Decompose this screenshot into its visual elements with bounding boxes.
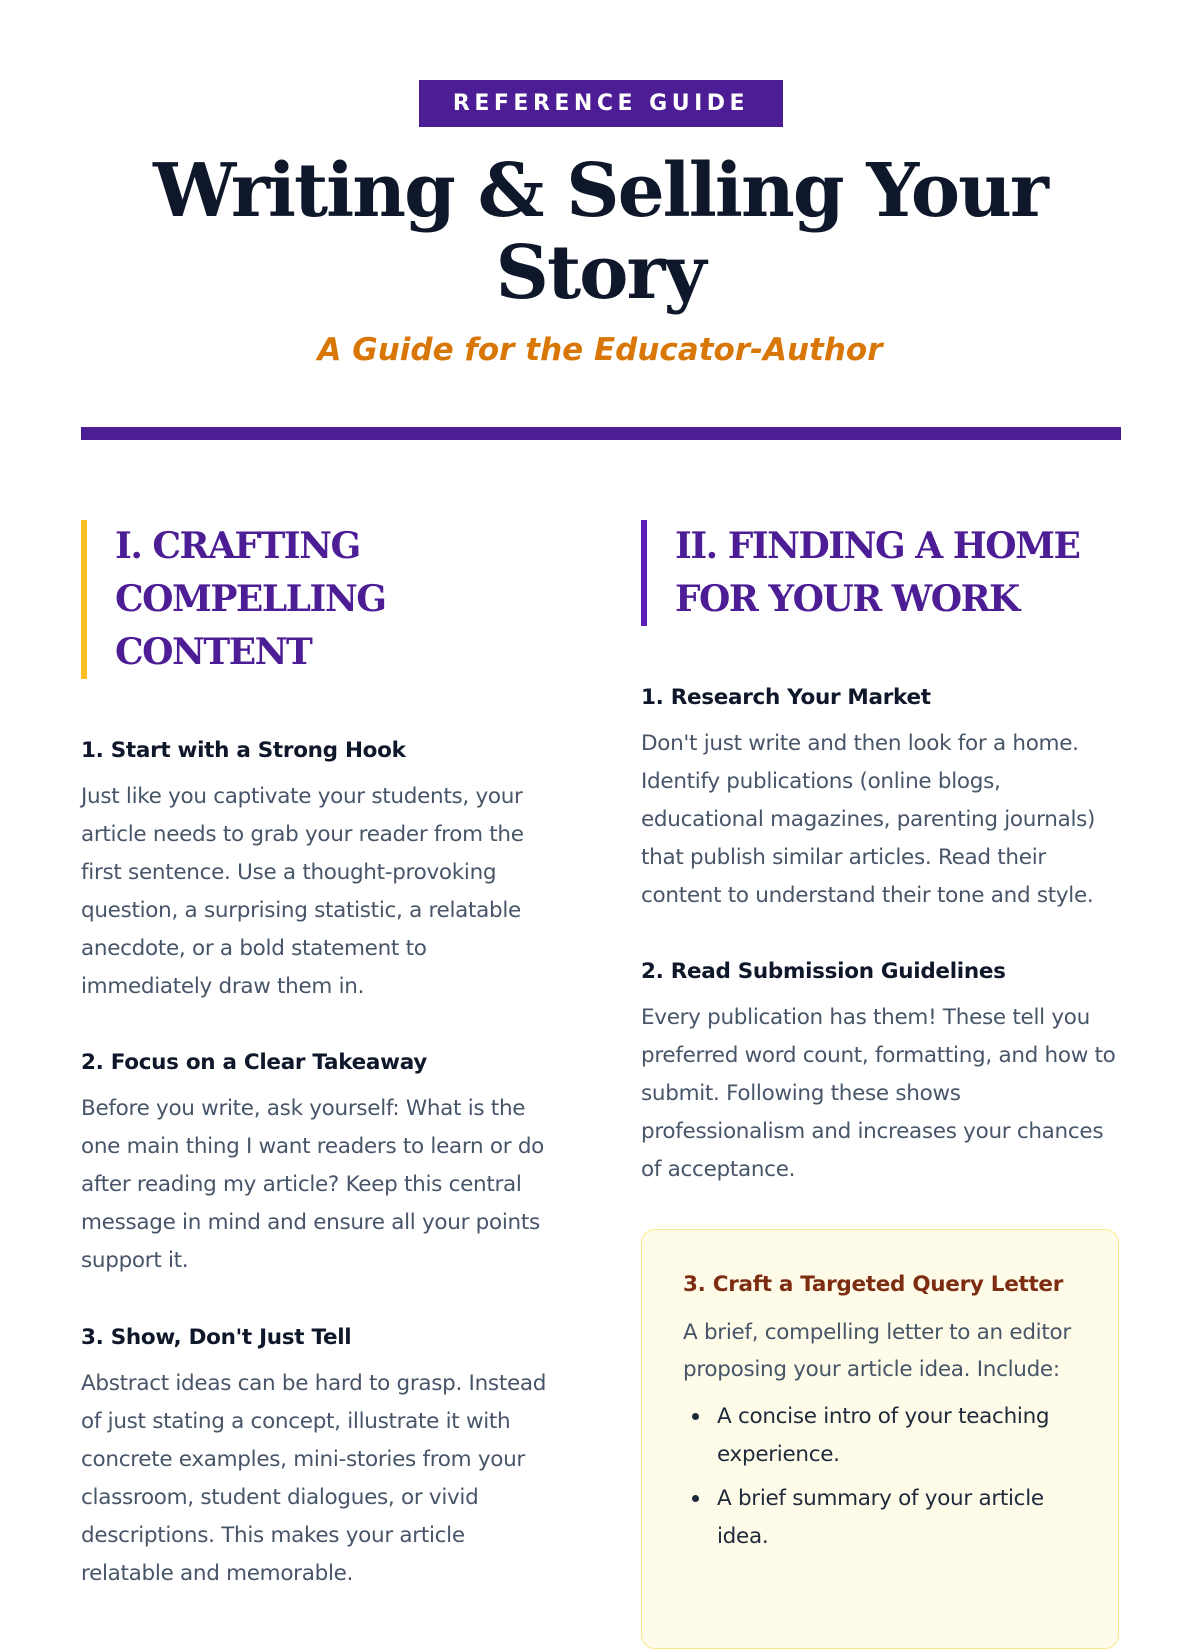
tip-body: Every publication has them! These tell you preferred word count, formatting, and how to submit. Following these shows professionalism and increases your chances of acceptance. bbox=[641, 1005, 1116, 1182]
tip-submission-guidelines bbox=[641, 957, 1121, 1189]
reference-guide-badge: REFERENCE GUIDE bbox=[419, 80, 783, 127]
header-divider bbox=[81, 427, 1121, 440]
bullet-icon bbox=[692, 1495, 699, 1502]
tip-body: Abstract ideas can be hard to grasp. Instead of just stating a concept, illustrate it with concrete examples, mini-stories from your classroom, student dialogues, or vivid descriptions. This makes your article relatable and memorable. bbox=[81, 1371, 547, 1586]
page-title: Writing & Selling Your Story bbox=[153, 148, 1047, 316]
query-letter-callout bbox=[641, 1229, 1119, 1649]
tip-strong-hook bbox=[81, 736, 561, 1006]
section-heading-finding-home: II. FINDING A HOME FOR YOUR WORK bbox=[641, 520, 1121, 626]
tip-title: 1. Research Your Market bbox=[641, 685, 931, 710]
tip-show-dont-tell bbox=[81, 1323, 561, 1593]
callout-list bbox=[683, 1398, 1078, 1556]
tip-clear-takeaway bbox=[81, 1048, 561, 1280]
tip-body: Before you write, ask yourself: What is the one main thing I want readers to learn or do after reading my article? Keep this central message in mind and ensure all your points support it. bbox=[81, 1096, 545, 1273]
section-heading-crafting: I. CRAFTING COMPELLING CONTENT bbox=[81, 520, 561, 679]
tip-title: 2. Focus on a Clear Takeaway bbox=[81, 1050, 427, 1075]
tip-body: Don't just write and then look for a home. Identify publications (online blogs, educational magazines, parenting journals) that publish similar articles. Read their content to understand their tone and style. bbox=[641, 731, 1096, 908]
list-item bbox=[717, 1480, 1078, 1556]
page-subtitle: A Guide for the Educator-Author bbox=[317, 332, 883, 368]
tip-title: 3. Show, Don't Just Tell bbox=[81, 1325, 352, 1350]
tip-title: 2. Read Submission Guidelines bbox=[641, 959, 1006, 984]
section-finding-home bbox=[641, 520, 1121, 1182]
callout-body: A brief, compelling letter to an editor proposing your article idea. Include: bbox=[683, 1320, 1071, 1382]
tip-body: Just like you captivate your students, your article needs to grab your reader from the first sentence. Use a thought-provoking question, a surprising statistic, a relatable anecdote, or a bold statement to immediately draw them in. bbox=[81, 784, 524, 999]
list-item-text: A brief summary of your article idea. bbox=[717, 1486, 1044, 1549]
tip-title: 1. Start with a Strong Hook bbox=[81, 738, 406, 763]
list-item bbox=[717, 1398, 1078, 1474]
section-crafting-content bbox=[81, 520, 561, 1586]
callout-title: 3. Craft a Targeted Query Letter bbox=[683, 1272, 1064, 1297]
tip-research-market bbox=[641, 683, 1121, 915]
bullet-icon bbox=[692, 1413, 699, 1420]
list-item-text: A concise intro of your teaching experience. bbox=[717, 1404, 1050, 1467]
